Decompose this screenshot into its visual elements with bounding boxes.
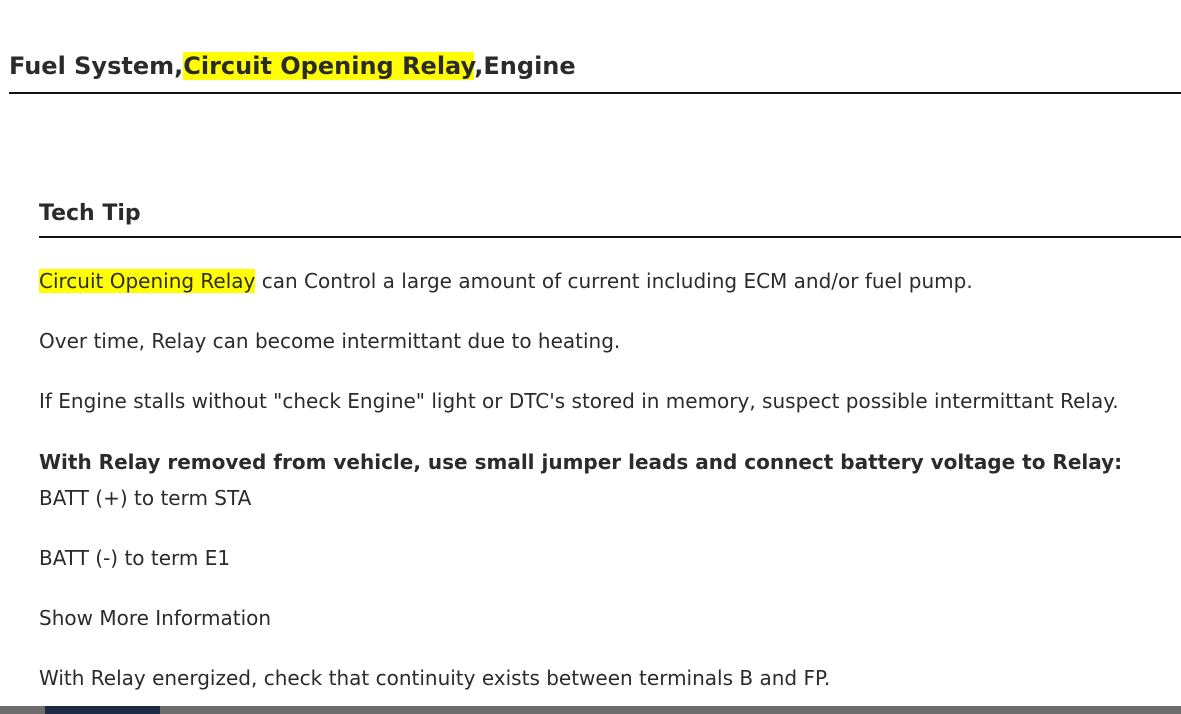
title-suffix: ,Engine xyxy=(474,52,576,80)
bottom-cutoff-strip xyxy=(0,706,1181,714)
bottom-strip-logo xyxy=(45,706,160,714)
tip-paragraph-energized: With Relay energized, check that continuity exists between terminals B and FP. xyxy=(39,666,831,690)
title-prefix: Fuel System, xyxy=(9,52,184,80)
tip-paragraph-3: If Engine stalls without "check Engine" light or DTC's stored in memory, suspect possible intermittant Relay. xyxy=(39,389,1119,413)
page-title xyxy=(9,46,1181,94)
paragraph-text: can Control a large amount of current including ECM and/or fuel pump. xyxy=(255,269,973,293)
tech-tip-heading: Tech Tip xyxy=(39,196,1181,238)
tip-paragraph-2: Over time, Relay can become intermittant due to heating. xyxy=(39,329,621,353)
show-more-information[interactable]: Show More Information xyxy=(39,606,272,630)
tip-instruction-bold: With Relay removed from vehicle, use small jumper leads and connect battery voltage to Relay: xyxy=(39,450,1123,474)
title-highlight: Circuit Opening Relay xyxy=(183,52,475,80)
tip-step-batt-minus: BATT (-) to term E1 xyxy=(39,546,231,570)
tip-step-batt-plus: BATT (+) to term STA xyxy=(39,486,252,510)
paragraph-highlight: Circuit Opening Relay xyxy=(39,269,256,293)
tip-paragraph-1 xyxy=(39,268,973,294)
